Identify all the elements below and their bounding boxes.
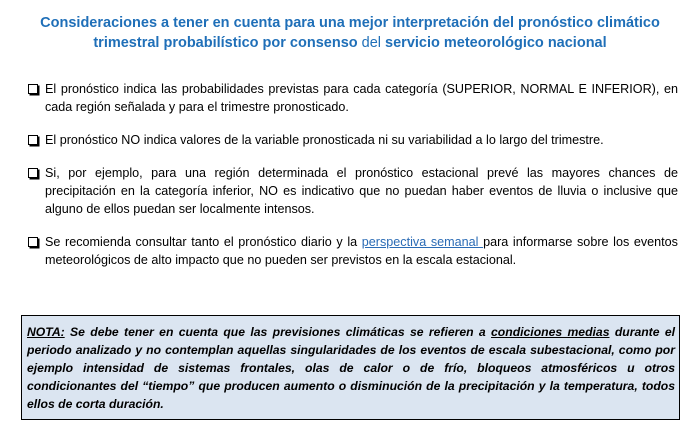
checkbox-bullet-icon bbox=[28, 237, 38, 247]
checkbox-bullet-icon bbox=[28, 168, 38, 178]
list-item-text-after-link: para informarse sobre los eventos meteorológicos de alto impacto que no pueden ser previstos en la escala estacional. bbox=[45, 235, 678, 267]
title-bold-part: Consideraciones a tener en cuenta para una mejor interpretación del pronóstico climático trimestral probabilístico por consenso bbox=[40, 15, 660, 51]
list-item bbox=[28, 80, 678, 116]
list-item bbox=[28, 131, 678, 149]
note-label: NOTA: bbox=[27, 325, 65, 339]
list-item-text-before-link: Se recomienda consultar tanto el pronóstico diario y la bbox=[45, 235, 362, 249]
note-text-1: Se debe tener en cuenta que las previsiones climáticas se refieren a bbox=[64, 325, 492, 339]
note-box bbox=[21, 315, 680, 420]
checkbox-bullet-icon bbox=[28, 84, 38, 94]
checkbox-bullet-icon bbox=[28, 135, 38, 145]
title-service-name: servicio meteorológico nacional bbox=[385, 35, 607, 51]
title-connector: del bbox=[357, 35, 386, 51]
note-text-2: durante el periodo analizado y no contemplan aquellas singularidades de los eventos de escala subestacional, como por ejemplo intensidad de sistemas frontales, olas de calor o de frío, bloqueos atmosféricos u otros condicionantes del “tiempo” que producen aumento o disminución de la precipitación y la temperatura, todos ellos de corta duración. bbox=[27, 325, 676, 411]
perspectiva-semanal-link[interactable]: perspectiva semanal bbox=[361, 235, 484, 249]
list-item bbox=[28, 164, 678, 218]
document-title bbox=[20, 13, 680, 53]
note-emphasis: condiciones medias bbox=[491, 325, 610, 339]
list-item-text: El pronóstico indica las probabilidades previstas para cada categoría (SUPERIOR, NORMAL E INFERIOR), en cada región señalada y para el trimestre pronosticado. bbox=[45, 82, 678, 114]
considerations-list bbox=[28, 80, 678, 284]
list-item bbox=[28, 233, 678, 269]
list-item-text: Si, por ejemplo, para una región determinada el pronóstico estacional prevé las mayores chances de precipitación en la categoría inferior, NO es indicativo que no puedan haber eventos de lluvia o inclusive que alguno de ellos puedan ser localmente intensos. bbox=[45, 166, 678, 216]
list-item-text: El pronóstico NO indica valores de la variable pronosticada ni su variabilidad a lo largo del trimestre. bbox=[45, 133, 604, 147]
